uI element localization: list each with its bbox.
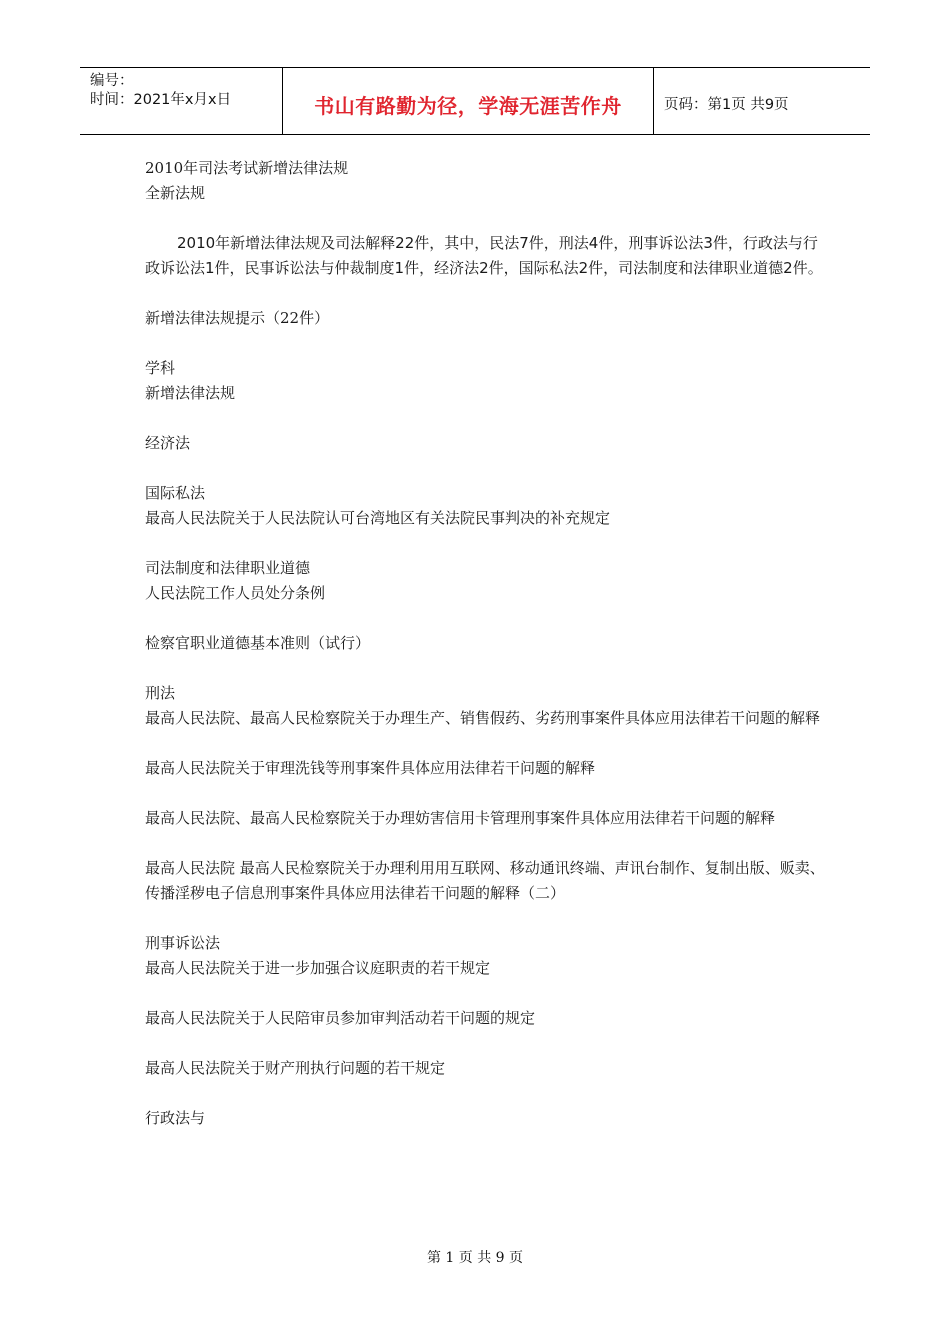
- section-administrative-law: 行政法与: [145, 1109, 206, 1127]
- page-footer: 第 1 页 共 9 页: [426, 1250, 524, 1266]
- doc-number-label: 编号：: [90, 73, 134, 89]
- column-laws: 新增法律法规: [145, 384, 236, 402]
- law-item: 最高人民法院 最高人民检察院关于办理利用用互联网、移动通讯终端、声讯台制作、复制出版、贩卖、传播淫秽电子信息刑事案件具体应用法律若干问题的解释（二）: [145, 859, 825, 902]
- intro-paragraph: 2010年新增法律法规及司法解释22件，其中，民法7件，刑法4件，刑事诉讼法3件，行政法与行政诉讼法1件，民事诉讼法与仲裁制度1件，经济法2件，国际私法2件，司法制度和法律职业道德2件。: [145, 234, 823, 277]
- law-item: 检察官职业道德基本准则（试行）: [145, 634, 371, 652]
- law-item: 最高人民法院关于审理洗钱等刑事案件具体应用法律若干问题的解释: [145, 759, 596, 777]
- section-criminal-law: 刑法: [145, 684, 176, 702]
- header-page-code: 页码：第1页 共9页: [664, 96, 789, 113]
- section-criminal-procedure: 刑事诉讼法: [145, 934, 221, 952]
- header-meta: [80, 68, 282, 134]
- header-motto: 书山有路勤为径，学海无涯苦作舟: [282, 68, 654, 134]
- section-economic-law: 经济法: [145, 434, 191, 452]
- doc-time-label: 时间：2021年x月x日: [90, 92, 232, 108]
- page-header: [80, 67, 870, 135]
- section-private-international-law: 国际私法: [145, 484, 206, 502]
- doc-title: 2010年司法考试新增法律法规: [145, 159, 349, 177]
- document-body: [145, 156, 825, 1131]
- law-item: 最高人民法院关于进一步加强合议庭职责的若干规定: [145, 959, 491, 977]
- summary-heading: 新增法律法规提示（22件）: [145, 309, 330, 327]
- column-subject: 学科: [145, 359, 176, 377]
- law-item: 人民法院工作人员处分条例: [145, 584, 326, 602]
- section-judicial-system: 司法制度和法律职业道德: [145, 559, 311, 577]
- law-item: 最高人民法院关于财产刑执行问题的若干规定: [145, 1059, 446, 1077]
- law-item: 最高人民法院、最高人民检察院关于办理生产、销售假药、劣药刑事案件具体应用法律若干问题的解释: [145, 709, 821, 727]
- doc-subtitle: 全新法规: [145, 184, 206, 202]
- law-item: 最高人民法院关于人民法院认可台湾地区有关法院民事判决的补充规定: [145, 509, 611, 527]
- law-item: 最高人民法院、最高人民检察院关于办理妨害信用卡管理刑事案件具体应用法律若干问题的解释: [145, 809, 776, 827]
- law-item: 最高人民法院关于人民陪审员参加审判活动若干问题的规定: [145, 1009, 536, 1027]
